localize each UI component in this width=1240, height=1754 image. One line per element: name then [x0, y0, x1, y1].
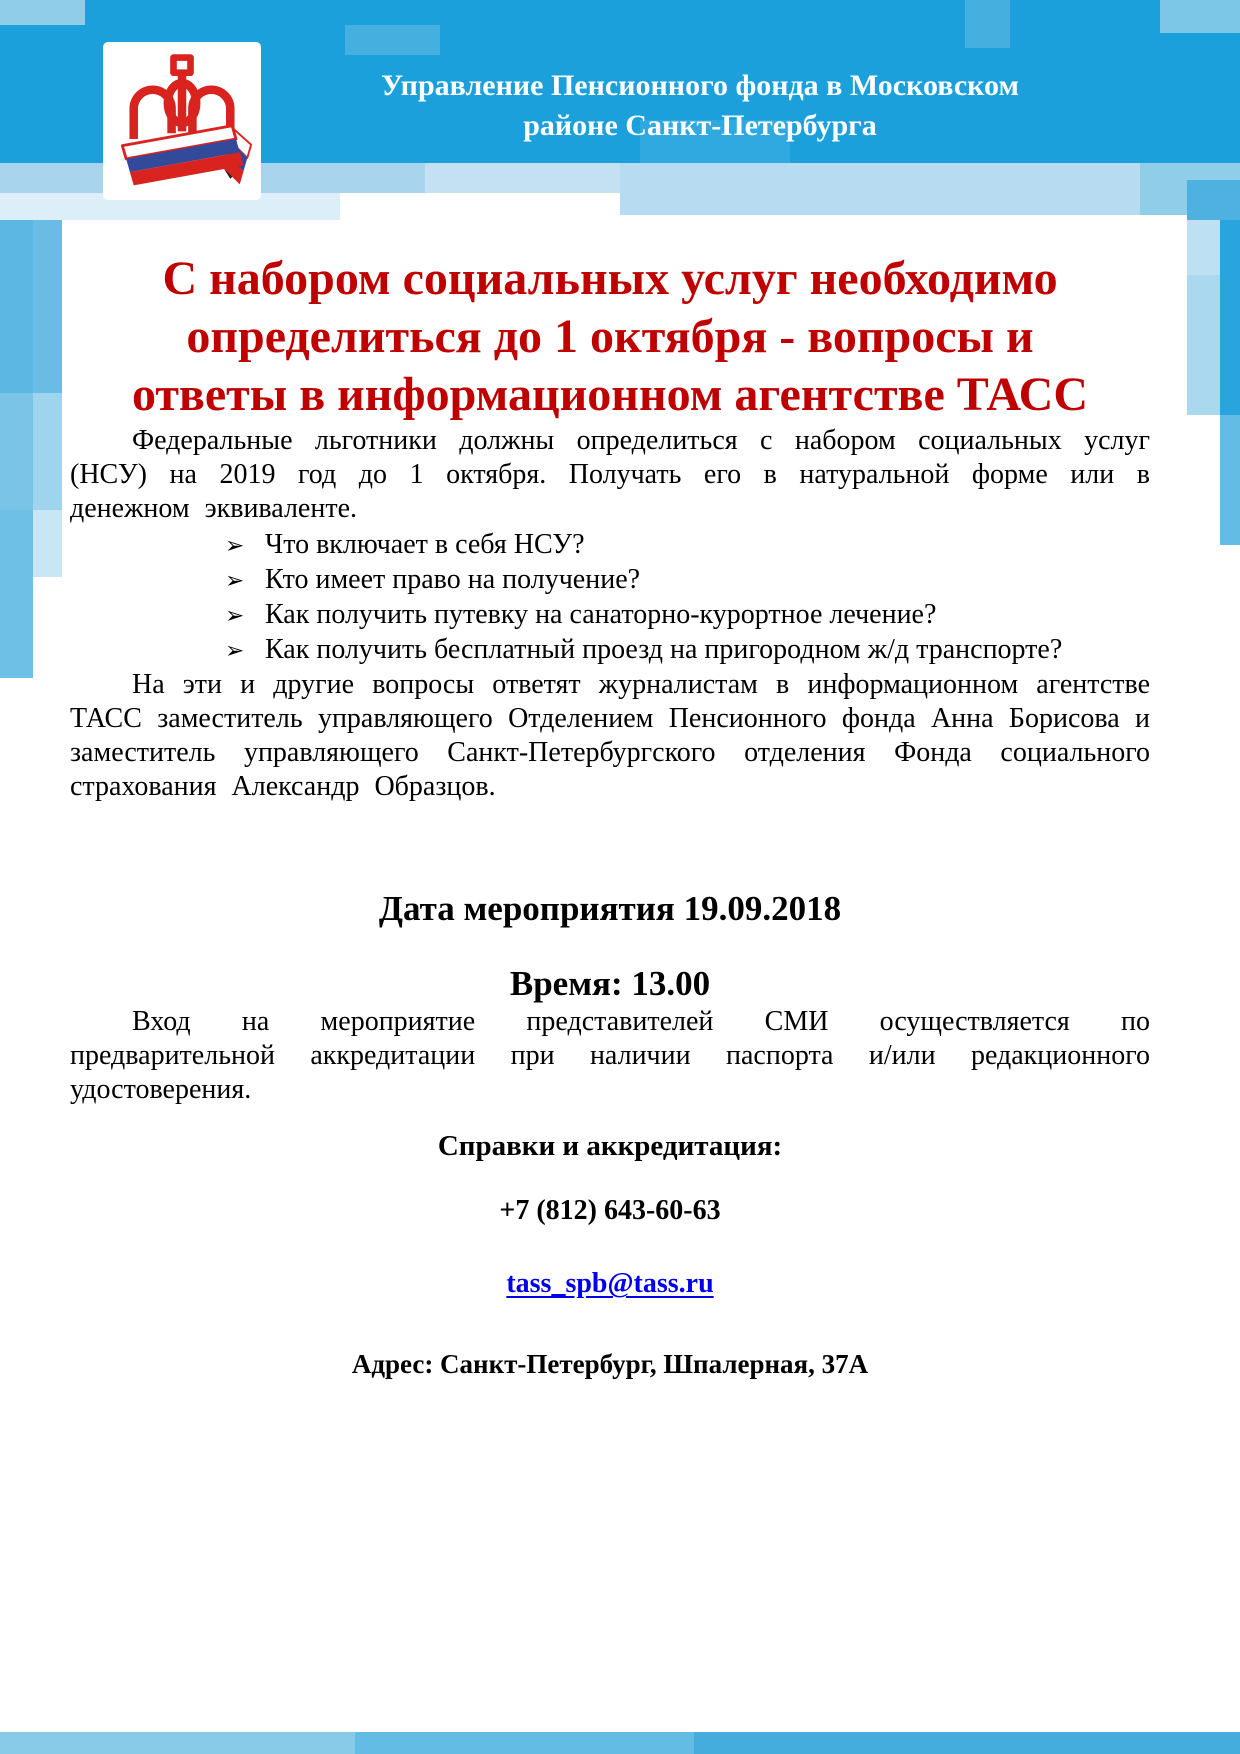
arrow-bullet-icon: ➢: [225, 568, 245, 594]
list-item: [225, 563, 1150, 598]
list-item: [225, 598, 1150, 633]
question-text: Кто имеет право на получение?: [265, 564, 641, 595]
announcement-title-line-3: ответы в информационном агентстве ТАСС: [131, 368, 1089, 421]
entry-paragraph: Вход на мероприятие представителей СМИ осуществляется по предварительной аккредитации при наличии паспорта и/или редакционного удостоверения.: [70, 1006, 1150, 1105]
phone-number: +7 (812) 643-60-63: [499, 1195, 721, 1226]
email-link[interactable]: tass_spb@tass.ru: [506, 1268, 714, 1299]
event-time-heading: Время: 13.00: [509, 964, 711, 1003]
footer-bar-segment-right: [694, 1732, 1240, 1754]
footer-bar-segment-middle: [355, 1732, 694, 1754]
footer-bar-segment-left: [0, 1732, 355, 1754]
announcement-title: [70, 250, 1150, 424]
arrow-bullet-icon: ➢: [225, 603, 245, 629]
speakers-paragraph: На эти и другие вопросы ответят журналистам в информационном агентстве ТАСС заместитель управляющего Отделением Пенсионного фонда Анна Борисова и заместитель управляющего Санкт-Петербургского отделения Фонда социального страхования Александр Образцов.: [70, 669, 1150, 802]
header-org-title: [290, 66, 1110, 146]
pfr-emblem-flag-icon: [111, 50, 253, 192]
questions-list: [70, 528, 1150, 668]
event-date-heading: Дата мероприятия 19.09.2018: [378, 889, 842, 928]
arrow-bullet-icon: ➢: [225, 533, 245, 559]
question-text: Как получить путевку на санаторно-курортное лечение?: [265, 599, 937, 630]
intro-paragraph: Федеральные льготники должны определиться с набором социальных услуг (НСУ) на 2019 год до 1 октября. Получать его в натуральной форме или в денежном эквиваленте.: [70, 425, 1150, 524]
org-title-line-1: Управление Пенсионного фонда в Московском: [381, 69, 1019, 102]
org-title-line-2: районе Санкт-Петербурга: [523, 109, 877, 142]
pfr-logo: [103, 42, 261, 200]
list-item: [225, 528, 1150, 563]
question-text: Как получить бесплатный проезд на пригородном ж/д транспорте?: [265, 634, 1063, 665]
announcement-title-line-2: определиться до 1 октября - вопросы и: [186, 310, 1034, 363]
footer-bar-decoration: [0, 1732, 1240, 1754]
announcement-title-line-1: С набором социальных услуг необходимо: [162, 252, 1058, 305]
question-text: Что включает в себя НСУ?: [265, 529, 585, 560]
list-item: [225, 633, 1150, 668]
email-row: [70, 1266, 1150, 1302]
contacts-heading: Справки и аккредитация:: [437, 1130, 783, 1162]
address-line: Адрес: Санкт-Петербург, Шпалерная, 37А: [351, 1349, 869, 1379]
arrow-bullet-icon: ➢: [225, 638, 245, 664]
